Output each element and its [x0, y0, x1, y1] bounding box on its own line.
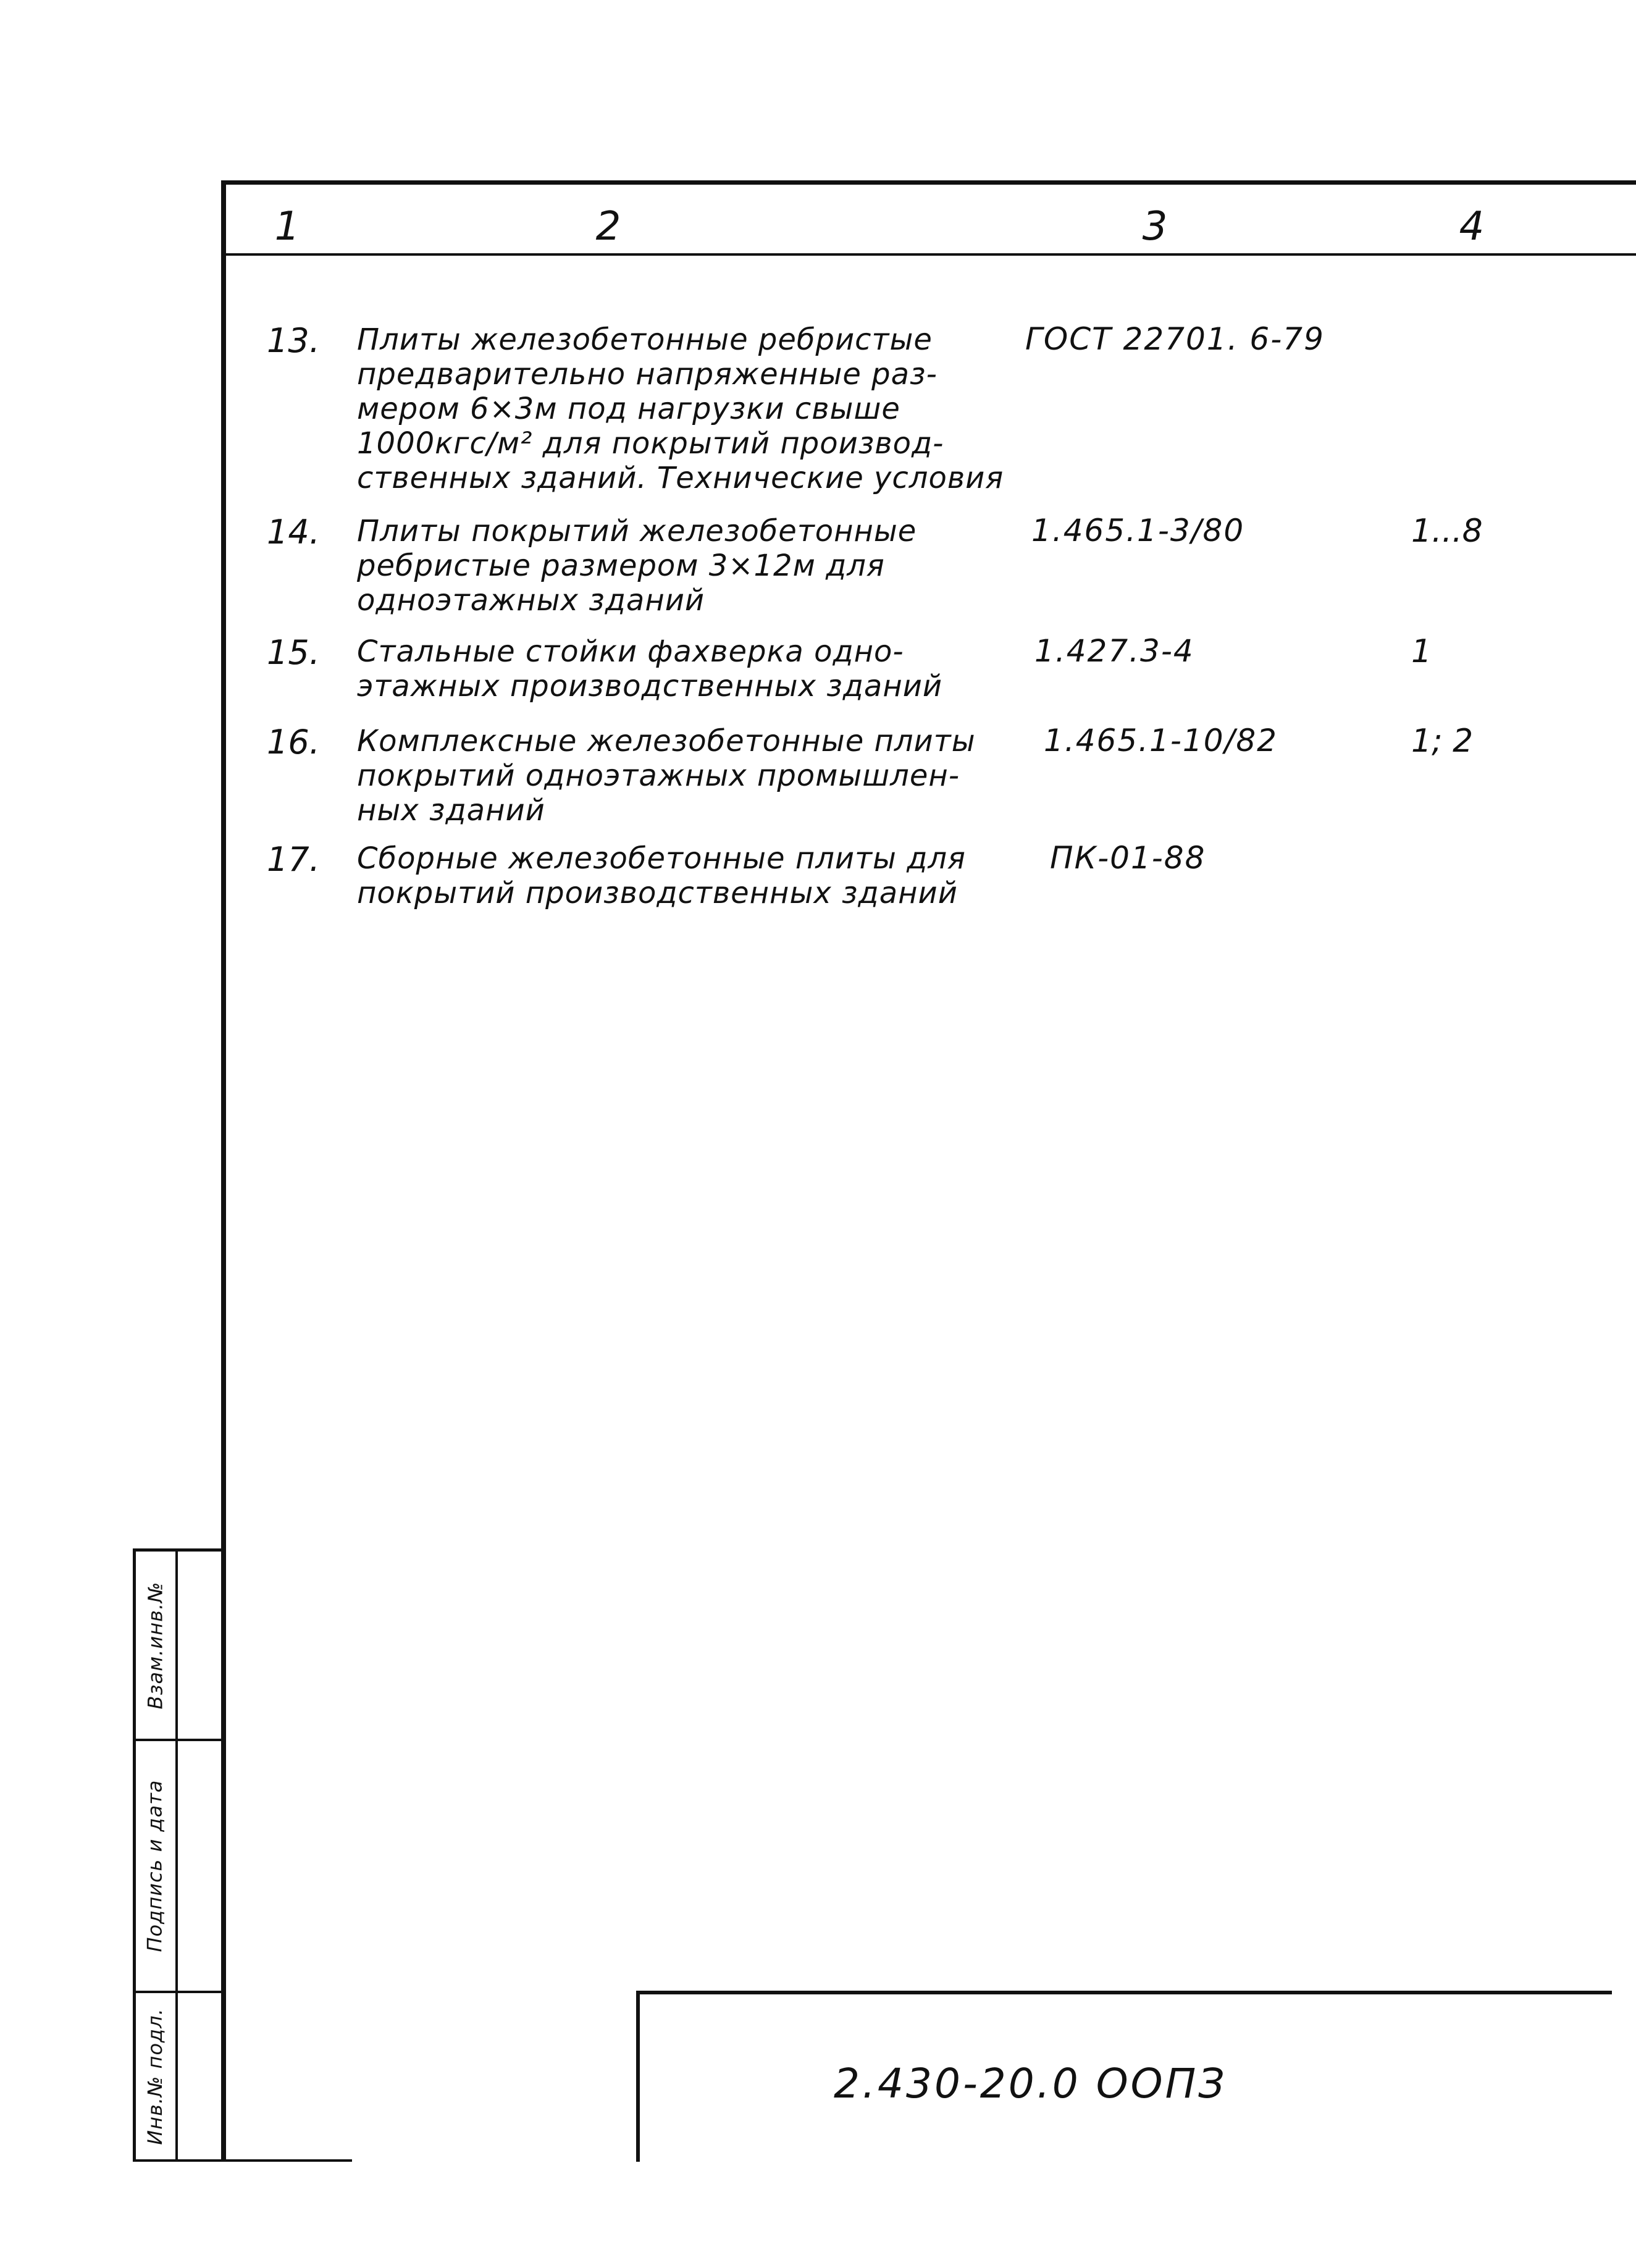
row-reference: 1.465.1-3/80	[1031, 513, 1245, 548]
row-number: 16.	[267, 723, 320, 762]
row-description: Сборные железобетонные плиты для покрытий производственных зданий	[357, 841, 966, 910]
stamp-outer-left-line	[133, 1548, 136, 2162]
stamp-signature-date-label: Подпись и дата	[143, 1779, 167, 1952]
header-col-3: 3	[1142, 204, 1168, 250]
stamp-replace-inv-label: Взам.инв.№	[143, 1581, 167, 1709]
stamp-inv-original-cell	[136, 1993, 174, 2159]
row-number: 13.	[267, 321, 320, 360]
row-number: 15.	[267, 633, 320, 672]
row-description: Комплексные железобетонные плиты покрытий одноэтажных промышлен- ных зданий	[357, 724, 976, 828]
stamp-replace-inv-cell	[136, 1552, 174, 1739]
header-col-1: 1	[274, 204, 300, 250]
row-page: 1	[1411, 633, 1432, 670]
header-divider-line	[222, 253, 1636, 256]
row-description: Плиты железобетонные ребристые предварительно напряженные раз- мером 6×3м под нагрузки свыше 1000кгс/м² для покрытий производ- ственных зданий. Технические условия	[357, 322, 1004, 495]
stamp-inner-line	[175, 1548, 178, 2162]
row-description: Стальные стойки фахверка одно- этажных производственных зданий	[357, 634, 943, 704]
stamp-bottom-line	[133, 2159, 352, 2162]
frame-left-line	[221, 180, 226, 2162]
row-description: Плиты покрытий железобетонные ребристые размером 3×12м для одноэтажных зданий	[357, 514, 917, 618]
row-page: 1; 2	[1411, 723, 1474, 760]
header-col-4: 4	[1459, 204, 1485, 250]
stamp-inv-original-label: Инв.№ подл.	[143, 2007, 167, 2145]
row-number: 14.	[267, 513, 320, 552]
stamp-signature-date-cell	[136, 1741, 174, 1991]
title-block-left-line	[636, 1991, 640, 2162]
row-reference: 1.465.1-10/82	[1044, 723, 1278, 758]
document-code: 2.430-20.0 ООПЗ	[834, 2060, 1227, 2107]
title-block-top-line	[636, 1991, 1612, 1994]
row-reference: ГОСТ 22701. 6-79	[1025, 321, 1325, 357]
row-reference: ПК-01-88	[1050, 840, 1206, 876]
row-page: 1...8	[1411, 513, 1483, 550]
row-reference: 1.427.3-4	[1034, 633, 1194, 669]
header-col-2: 2	[595, 204, 621, 250]
frame-top-line	[222, 180, 1636, 185]
row-number: 17.	[267, 840, 320, 879]
